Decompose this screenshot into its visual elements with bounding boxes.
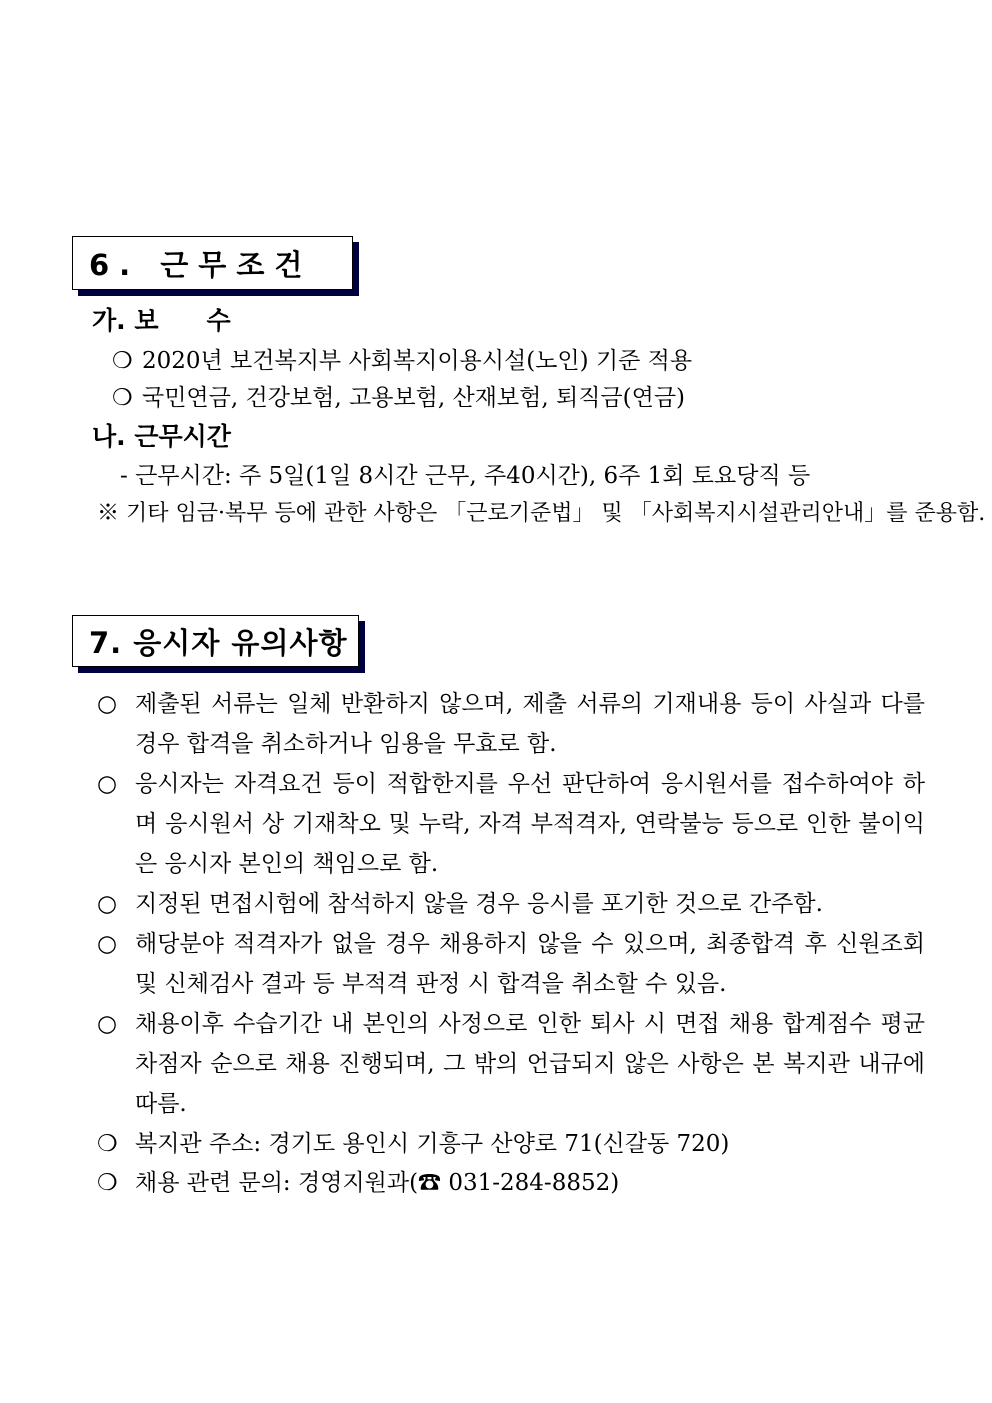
contact-address: ❍ 복지관 주소: 경기도 용인시 기흥구 산양로 71(신갈동 720) [97, 1131, 730, 1157]
section-6-title-box [72, 236, 353, 290]
circle-bullet-icon: ○ [97, 891, 118, 917]
hours-detail: - 근무시간: 주 5일(1일 8시간 근무, 주40시간), 6주 1회 토요당직 등 [120, 463, 811, 489]
filled-circle-bullet-icon: ❍ [97, 1131, 118, 1157]
pay-item-1: ❍ 2020년 보건복지부 사회복지이용시설(노인) 기준 적용 [112, 348, 693, 374]
filled-circle-bullet-icon: ❍ [112, 385, 133, 411]
notice-item-5: ○ 채용이후 수습기간 내 본인의 사정으로 인한 퇴사 시 면접 채용 합계점수 평균 차점자 순으로 채용 진행되며, 그 밖의 언급되지 않은 사항은 본 복지관 내규에 따름. [97, 1004, 925, 1124]
notice-item-2: ○ 응시자는 자격요건 등이 적합한지를 우선 판단하여 응시원서를 접수하여야 하며 응시원서 상 기재착오 및 누락, 자격 부적격자, 연락불능 등으로 인한 불이익은 응시자 본인의 책임으로 함. [97, 764, 925, 884]
section-6-title: 6. 근무조건 [89, 247, 313, 282]
contact-inquiry: ❍ 채용 관련 문의: 경영지원과(☎ 031-284-8852) [97, 1170, 620, 1196]
circle-bullet-icon: ○ [97, 771, 118, 797]
filled-circle-bullet-icon: ❍ [97, 1170, 118, 1196]
circle-bullet-icon: ○ [97, 931, 118, 957]
pay-heading [92, 306, 231, 336]
section-7-title-box [72, 615, 359, 667]
hours-heading: 나. 근무시간 [92, 422, 231, 451]
circle-bullet-icon: ○ [97, 1011, 118, 1037]
circle-bullet-icon: ○ [97, 691, 118, 717]
section-7-title: 7. 응시자 유의사항 [89, 625, 348, 660]
pay-heading-b: 수 [206, 306, 231, 335]
notice-item-3: ○ 지정된 면접시험에 참석하지 않을 경우 응시를 포기한 것으로 간주함. [97, 884, 925, 924]
filled-circle-bullet-icon: ❍ [112, 348, 133, 374]
notice-item-1: ○ 제출된 서류는 일체 반환하지 않으며, 제출 서류의 기재내용 등이 사실과 다를 경우 합격을 취소하거나 임용을 무효로 함. [97, 684, 925, 764]
hours-note: ※ 기타 임금·복무 등에 관한 사항은 「근로기준법」 및 「사회복지시설관리안내」를 준용함. [97, 501, 986, 526]
notice-item-4: ○ 해당분야 적격자가 없을 경우 채용하지 않을 수 있으며, 최종합격 후 신원조회 및 신체검사 결과 등 부적격 판정 시 합격을 취소할 수 있음. [97, 924, 925, 1004]
pay-item-2: ❍ 국민연금, 건강보험, 고용보험, 산재보험, 퇴직금(연금) [112, 385, 686, 411]
pay-heading-a: 가. 보 [92, 306, 159, 335]
